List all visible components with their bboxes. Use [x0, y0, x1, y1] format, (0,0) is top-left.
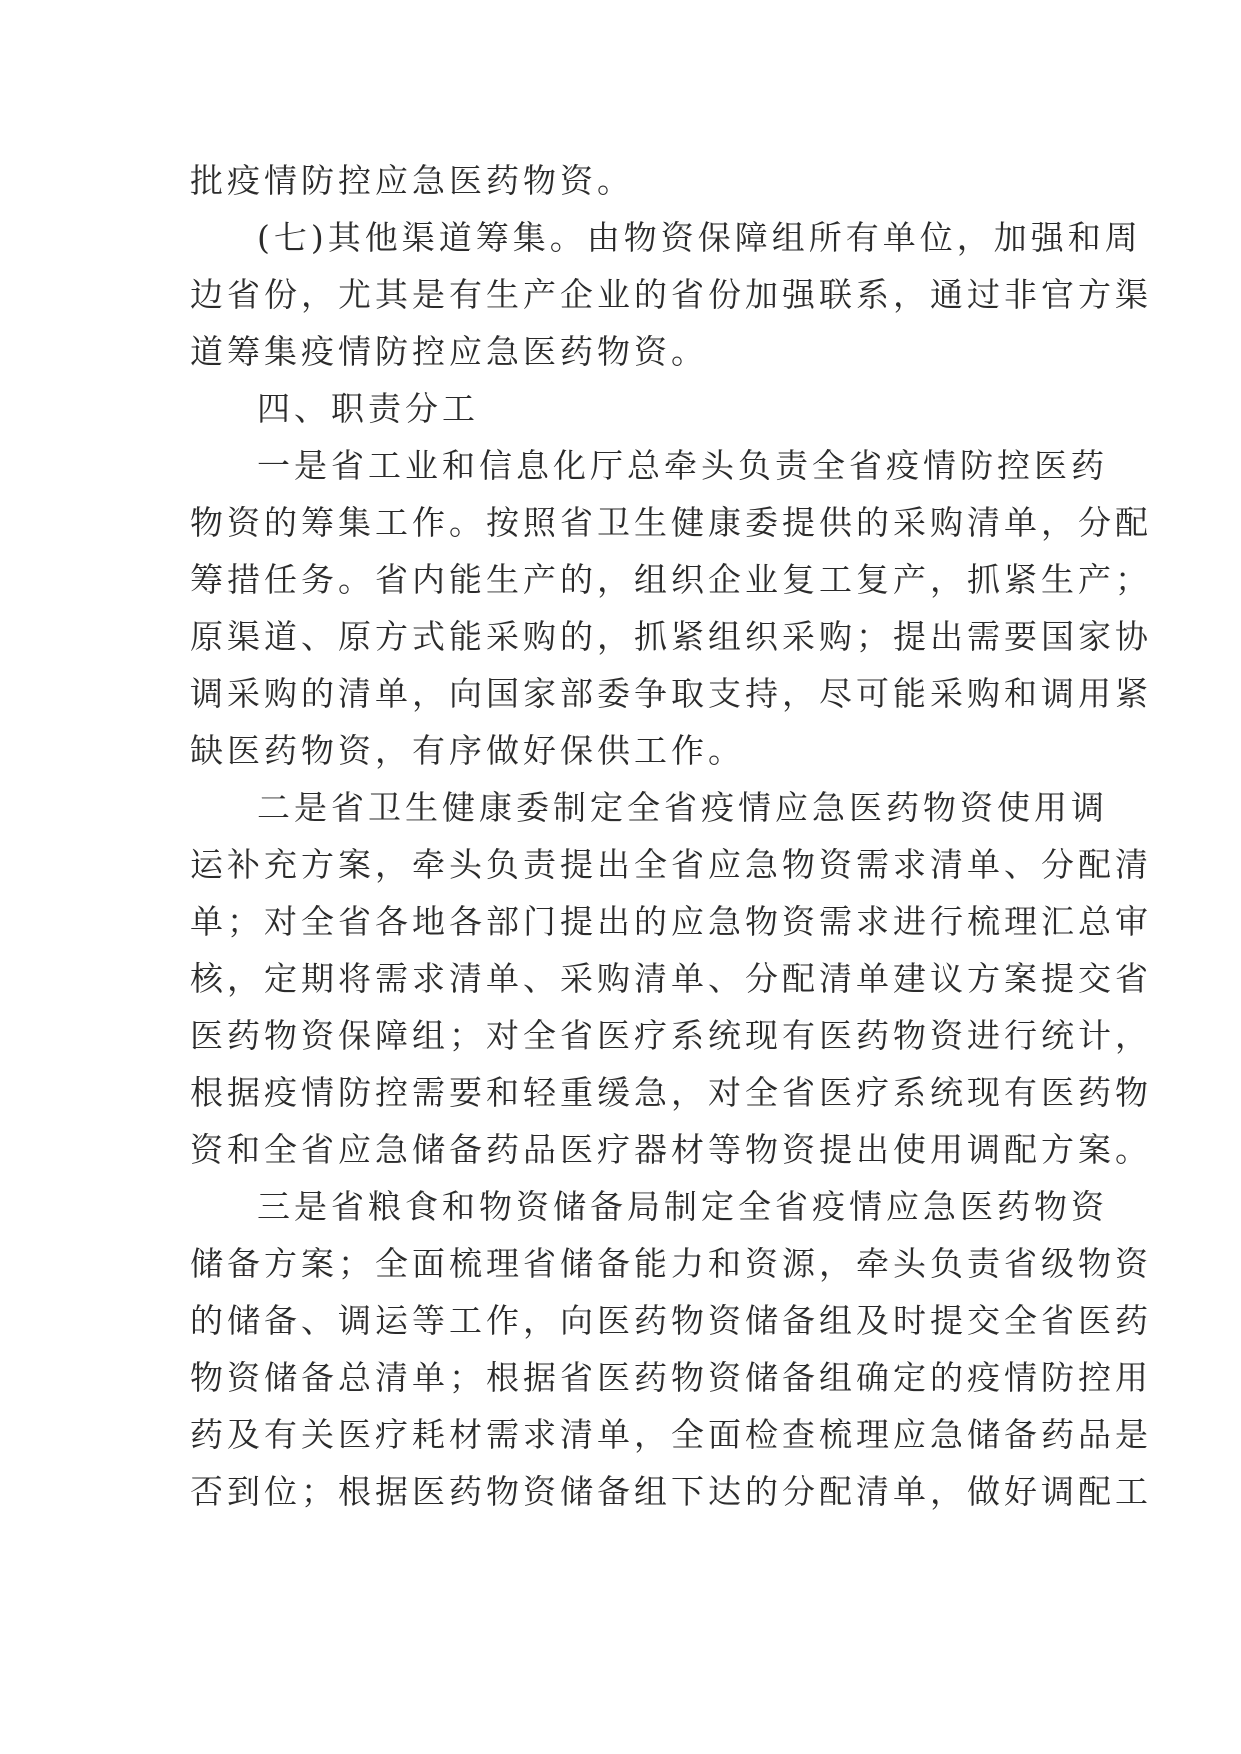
section-heading: 四、职责分工	[257, 389, 479, 428]
text-line: 的储备、调运等工作，向医药物资储备组及时提交全省医药	[190, 1301, 1152, 1340]
text-line: 调采购的清单，向国家部委争取支持，尽可能采购和调用紧	[190, 674, 1152, 713]
text-line: 药及有关医疗耗材需求清单，全面检查梳理应急储备药品是	[190, 1415, 1152, 1454]
text-line: 物资储备总清单；根据省医药物资储备组确定的疫情防控用	[190, 1358, 1152, 1397]
text-line: 批疫情防控应急医药物资。	[190, 161, 634, 200]
text-line: 医药物资保障组；对全省医疗系统现有医药物资进行统计，	[190, 1016, 1152, 1055]
text-line: (七)其他渠道筹集。由物资保障组所有单位，加强和周	[257, 218, 1142, 257]
text-line: 根据疫情防控需要和轻重缓急，对全省医疗系统现有医药物	[190, 1073, 1152, 1112]
text-line: 边省份，尤其是有生产企业的省份加强联系，通过非官方渠	[190, 275, 1152, 314]
text-line: 否到位；根据医药物资储备组下达的分配清单，做好调配工	[190, 1472, 1152, 1511]
text-line: 一是省工业和信息化厅总牵头负责全省疫情防控医药	[257, 446, 1108, 485]
text-line: 储备方案；全面梳理省储备能力和资源，牵头负责省级物资	[190, 1244, 1152, 1283]
text-line: 物资的筹集工作。按照省卫生健康委提供的采购清单，分配	[190, 503, 1152, 542]
text-line: 三是省粮食和物资储备局制定全省疫情应急医药物资	[257, 1187, 1108, 1226]
text-line: 资和全省应急储备药品医疗器材等物资提出使用调配方案。	[190, 1130, 1152, 1169]
text-line: 道筹集疫情防控应急医药物资。	[190, 332, 708, 371]
text-line: 缺医药物资，有序做好保供工作。	[190, 731, 745, 770]
text-line: 二是省卫生健康委制定全省疫情应急医药物资使用调	[257, 788, 1108, 827]
text-line: 运补充方案，牵头负责提出全省应急物资需求清单、分配清	[190, 845, 1152, 884]
text-line: 单；对全省各地各部门提出的应急物资需求进行梳理汇总审	[190, 902, 1152, 941]
text-line: 核，定期将需求清单、采购清单、分配清单建议方案提交省	[190, 959, 1152, 998]
text-line: 筹措任务。省内能生产的，组织企业复工复产，抓紧生产；	[190, 560, 1152, 599]
document-body	[190, 152, 1152, 1520]
text-line: 原渠道、原方式能采购的，抓紧组织采购；提出需要国家协	[190, 617, 1152, 656]
